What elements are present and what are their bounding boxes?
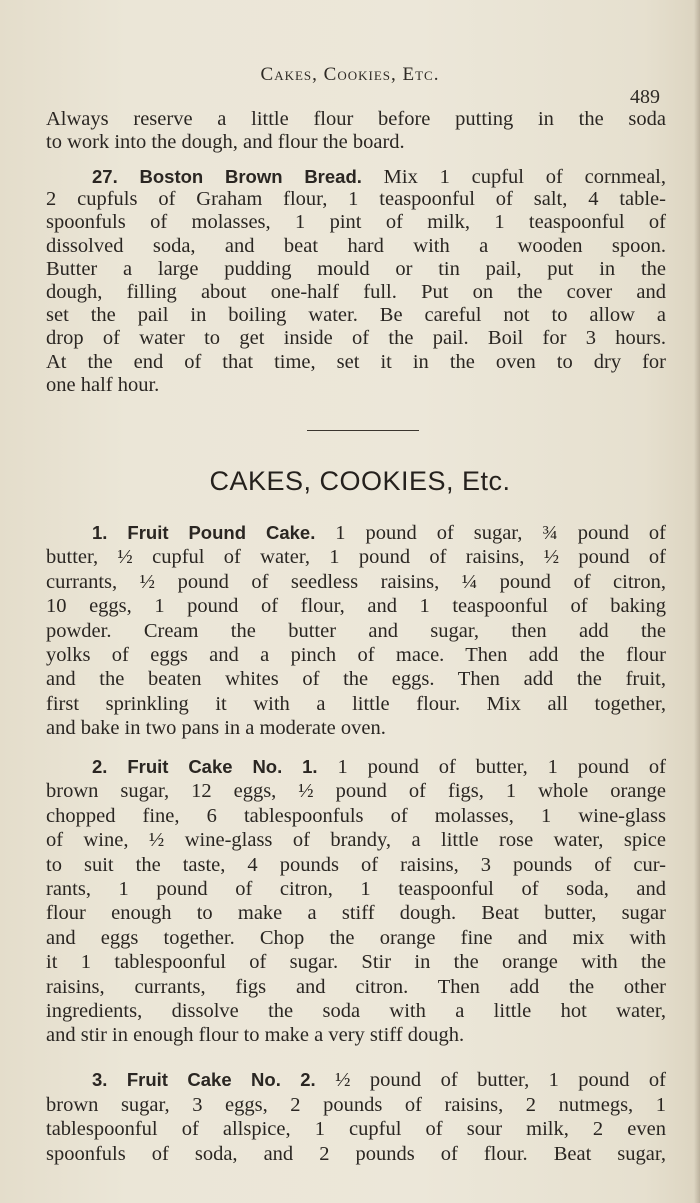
section-heading: CAKES, COOKIES, Etc. [209,466,511,496]
recipe-title: 1. Fruit Pound Cake. [92,522,316,543]
text-line: drop of water to get inside of the pail. Boil for 3 hours. [46,327,666,350]
text-line: brown sugar, 12 eggs, ½ pound of figs, 1 whole orange [46,780,666,803]
text-line: brown sugar, 3 eggs, 2 pounds of raisins, 2 nutmegs, 1 [46,1093,666,1116]
text-line: and the beaten whites of the eggs. Then add the fruit, [46,668,666,691]
text-line: to work into the dough, and flour the board. [46,130,405,153]
recipe-fruit-pound-cake [46,521,666,741]
recipe-title: 27. Boston Brown Bread. [92,166,362,187]
text-line: rants, 1 pound of citron, 1 teaspoonful of soda, and [46,877,666,900]
text-segment: 1 pound of butter, 1 pound of [337,756,667,778]
recipe-fruit-cake-no1 [46,755,666,1048]
text-line: it 1 tablespoonful of sugar. Stir in the orange with the [46,951,666,974]
recipe-first-line [46,1068,666,1093]
text-line: 2 cupfuls of Graham flour, 1 teaspoonful of salt, 4 table- [46,188,666,211]
recipe-first-line [46,755,666,779]
text-line: ingredients, dissolve the soda with a little hot water, [46,999,666,1022]
text-line: powder. Cream the butter and sugar, then add the [46,619,666,642]
continued-paragraph [46,108,666,153]
text-line: yolks of eggs and a pinch of mace. Then add the flour [46,643,666,666]
recipe-first-line [46,165,666,188]
text-segment: 1 pound of sugar, ¾ pound of [335,522,666,544]
text-line: Butter a large pudding mould or tin pail, put in the [46,257,666,280]
text-line: to suit the taste, 4 pounds of raisins, 3 pounds of cur- [46,853,666,876]
text-line: butter, ½ cupful of water, 1 pound of raisins, ½ pound of [46,546,666,569]
recipe-fruit-cake-no2 [46,1068,666,1166]
text-line: chopped fine, 6 tablespoonfuls of molasses, 1 wine-glass [46,804,666,827]
text-line: tablespoonful of allspice, 1 cupful of sour milk, 2 even [46,1118,666,1141]
text-line: and stir in enough flour to make a very stiff dough. [46,1024,465,1047]
text-line: 10 eggs, 1 pound of flour, and 1 teaspoonful of baking [46,595,666,618]
text-line: flour enough to make a stiff dough. Beat butter, sugar [46,902,666,925]
text-line: spoonfuls of molasses, 1 pint of milk, 1 teaspoonful of [46,211,666,234]
text-line: dissolved soda, and beat hard with a wooden spoon. [46,234,666,257]
text-segment: ½ pound of butter, 1 pound of [335,1069,667,1091]
text-line: set the pail in boiling water. Be careful not to allow a [46,304,666,327]
running-head: Cakes, Cookies, Etc. [260,64,440,85]
text-line: and bake in two pans in a moderate oven. [46,717,386,740]
text-line: one half hour. [46,373,160,396]
page-number: 489 [630,86,660,108]
text-line: of wine, ½ wine-glass of brandy, a little rose water, spice [46,829,666,852]
text-line: At the end of that time, set it in the oven to dry for [46,350,666,373]
text-line: spoonfuls of soda, and 2 pounds of flour. Beat sugar, [46,1142,666,1165]
text-line: Always reserve a little flour before putting in the soda [46,108,666,130]
page-edge-shadow [694,0,700,1203]
recipe-boston-brown-bread [46,165,666,397]
section-divider [307,430,419,431]
text-line: and eggs together. Chop the orange fine and mix with [46,926,666,949]
text-line: currants, ½ pound of seedless raisins, ¼ pound of citron, [46,570,666,593]
recipe-title: 2. Fruit Cake No. 1. [92,756,318,777]
text-segment: Mix 1 cupful of cornmeal, [383,166,666,188]
text-line: dough, filling about one-half full. Put on the cover and [46,280,666,303]
text-line: raisins, currants, figs and citron. Then add the other [46,975,666,998]
text-line: first sprinkling it with a little flour. Mix all together, [46,692,666,715]
recipe-title: 3. Fruit Cake No. 2. [92,1069,316,1090]
recipe-first-line [46,521,666,545]
